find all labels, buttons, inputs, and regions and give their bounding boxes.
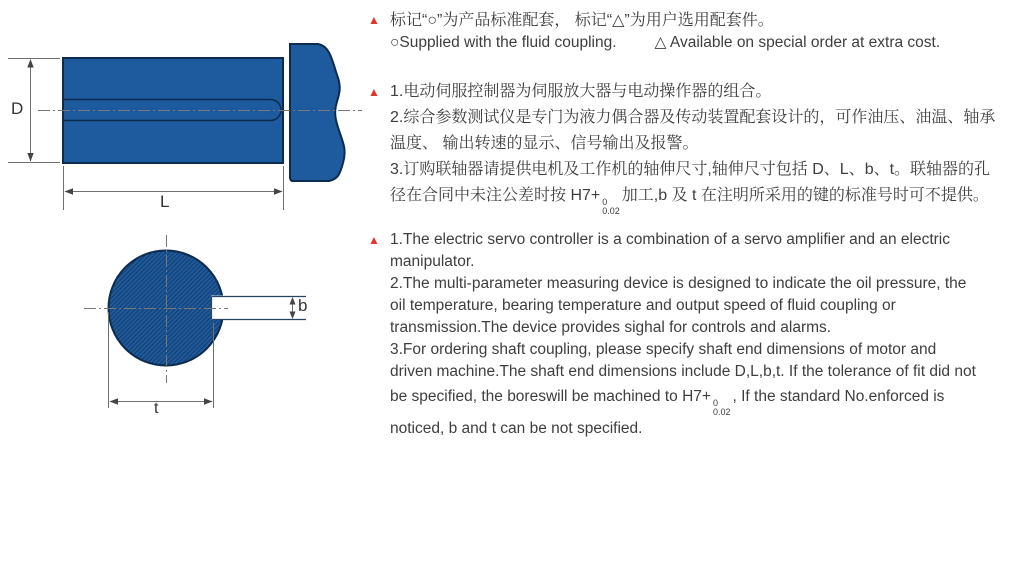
zh-tolerance-pre: 径在合同中未注公差时按 H7+ (390, 187, 601, 204)
en-tolerance-post: , If the standard No.enforced is (732, 388, 945, 405)
en-tolerance-pre: be specified, the boreswill be machined to H7+ (390, 388, 711, 405)
arrow-left-icon (110, 398, 119, 404)
label-L: L (160, 192, 170, 211)
red-triangle-icon: ▲ (368, 85, 380, 99)
label-b: b (298, 296, 308, 315)
tolerance-lower: 0.02 (712, 407, 731, 418)
zh-note-line (390, 183, 1024, 217)
tolerance-upper: 0 (602, 197, 608, 207)
en-note-line: noticed, b and t can be not specified. (390, 419, 643, 437)
tolerance-upper: 0 (712, 398, 718, 408)
zh-tolerance-post: 加工,b 及 t 在注明所采用的键的标准号时可不提供。 (621, 187, 989, 204)
en-note-line: 1.The electric servo controller is a combination of a servo amplifier and an electric (390, 231, 950, 248)
notes-english (368, 229, 1024, 440)
arrow-right-icon (204, 398, 213, 404)
hub-block (290, 44, 345, 181)
notes-chinese (368, 79, 1024, 217)
label-t: t (154, 400, 159, 417)
red-triangle-icon: ▲ (368, 233, 380, 247)
legend-block (368, 10, 1024, 53)
legend-optional: △ Available on special order at extra cost. (654, 34, 941, 51)
legend-supplied: ○Supplied with the fluid coupling. (390, 34, 617, 51)
shaft-dimension-figure (0, 0, 368, 430)
tolerance-stack (602, 198, 620, 217)
en-note-line: manipulator. (390, 253, 475, 270)
en-note-line: transmission.The device provides sighal for controls and alarms. (390, 319, 832, 336)
red-triangle-icon: ▲ (368, 13, 380, 27)
arrow-right-icon (274, 188, 283, 194)
arrow-down-icon (27, 153, 33, 162)
tolerance-lower: 0.02 (602, 206, 620, 217)
en-note-line: driven machine.The shaft end dimensions include D,L,b,t. If the tolerance of fit did not (390, 363, 976, 380)
zh-note-line: 温度、 输出转速的显示、信号输出及报警。 (390, 135, 699, 152)
arrow-left-icon (65, 188, 74, 194)
zh-note-line: 3.订购联轴器请提供电机及工作机的轴伸尺寸,轴伸尺寸包括 D、L、b、t。联轴器的孔 (390, 161, 991, 178)
en-note-line: 2.The multi-parameter measuring device is designed to indicate the oil pressure, the (390, 275, 967, 292)
en-note-line (390, 383, 1024, 418)
label-D: D (11, 99, 24, 118)
dimension-L (64, 166, 284, 210)
zh-note-line: 2.综合参数测试仪是专门为液力偶合器及传动装置配套设计的，可作油压、油温、轴承 (390, 109, 996, 126)
en-note-line: oil temperature, bearing temperature and output speed of fluid coupling or (390, 297, 896, 314)
en-note-line: 3.For ordering shaft coupling, please specify shaft end dimensions of motor and (390, 341, 937, 358)
legend-line-en (390, 32, 1024, 53)
shaft-side-view (8, 44, 362, 210)
tolerance-stack (713, 399, 731, 418)
zh-note-line: 1.电动伺服控制器为伺服放大器与电动操作器的组合。 (390, 83, 772, 100)
arrow-up-icon (27, 59, 33, 68)
shaft-section-view (84, 235, 307, 408)
legend-line-zh: 标记“○”为产品标准配套， 标记“△”为用户选用配套件。 (390, 12, 774, 29)
